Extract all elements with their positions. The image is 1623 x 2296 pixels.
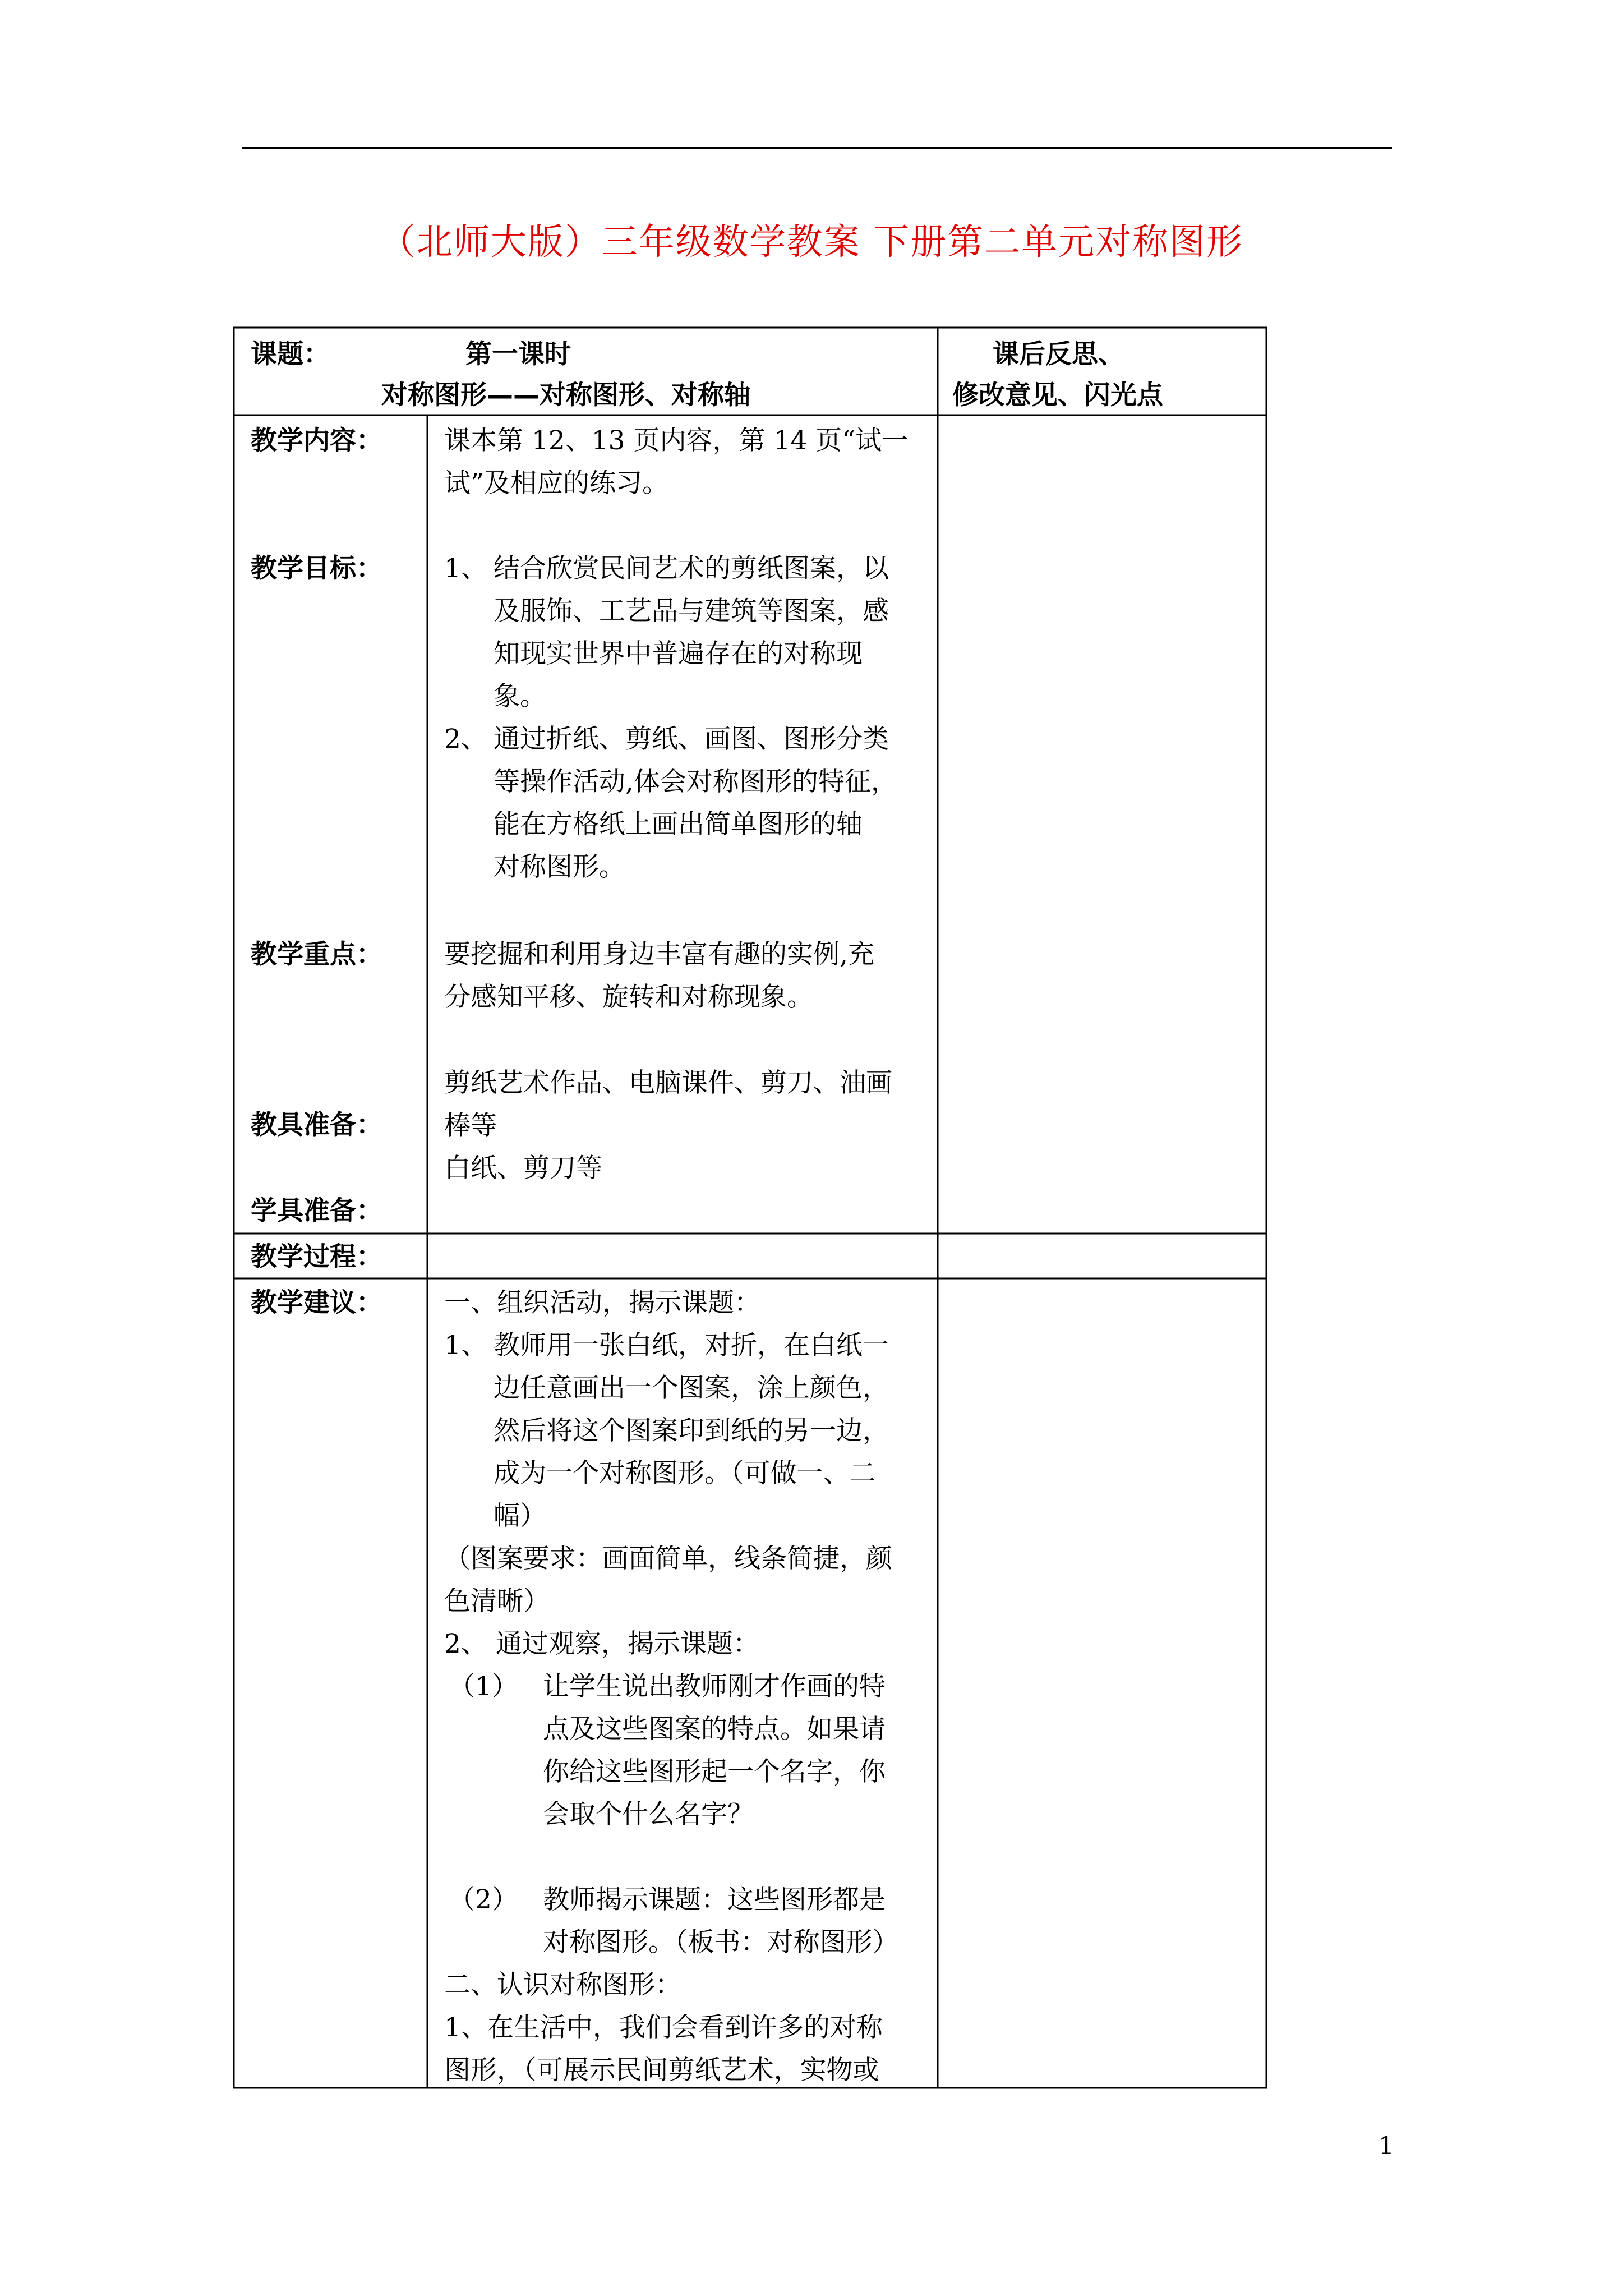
suggestion-line: 会取个什么名字？ [543,1799,754,1830]
goal-line: 象。 [494,681,546,712]
goal-line: 通过折纸、剪纸、画图、图形分类 [494,724,889,754]
goal-line: 能在方格纸上画出简单图形的轴 [494,809,863,840]
label-key-points: 教学重点： [251,939,382,970]
goal-line: 对称图形。 [494,852,625,882]
label-content: 教学内容： [251,425,382,456]
key-point-line: 要挖掘和利用身边丰富有趣的实例,充 [444,939,874,970]
lesson-number: 第一课时 [465,339,571,370]
suggestion-line: 幅） [494,1501,546,1531]
lesson-topic: 对称图形——对称图形、对称轴 [381,380,750,411]
suggestion-heading: 二、认识对称图形： [444,1970,681,2000]
suggestion-line: 色清晰） [444,1586,550,1617]
suggestion-line: 点及这些图案的特点。如果请 [543,1714,886,1745]
suggestion-line: 1、在生活中，我们会看到许多的对称 [444,2012,883,2043]
label-teacher-tools: 教具准备： [251,1110,382,1140]
document-title: （北师大版）三年级数学教案 下册第二单元对称图形 [379,222,1244,263]
goal-line: 等操作活动,体会对称图形的特征， [494,766,897,797]
suggestion-line: 让学生说出教师刚才作画的特 [543,1671,886,1702]
suggestion-heading: 2、 通过观察，揭示课题： [444,1628,759,1659]
goal-number: 2、 [444,724,487,754]
suggestion-heading: 一、组织活动，揭示课题： [444,1287,760,1318]
content-line: 课本第 12、13 页内容，第 14 页“试一 [444,425,909,456]
tools-line: 白纸、剪刀等 [444,1153,602,1184]
label-suggestions: 教学建议： [251,1287,382,1318]
goal-number: 1、 [444,553,487,584]
tools-line: 剪纸艺术作品、电脑课件、剪刀、油画 [444,1068,892,1098]
label-goals: 教学目标： [251,553,382,584]
suggestion-number: 1、 [444,1330,487,1361]
reflection-heading-line1: 课后反思、 [993,339,1124,370]
topic-label: 课题： [251,339,330,370]
label-process: 教学过程： [251,1241,382,1272]
suggestion-line: 边任意画出一个图案，涂上颜色， [494,1373,889,1404]
reflection-heading-line2: 修改意见、闪光点 [952,380,1163,411]
page-number: 1 [1378,2132,1394,2160]
goal-line: 知现实世界中普遍存在的对称现 [494,638,863,669]
suggestion-line: （图案要求：画面简单，线条简捷，颜 [444,1543,892,1574]
suggestion-line: 成为一个对称图形。（可做一、二 [494,1458,876,1489]
label-student-tools: 学具准备： [251,1195,382,1226]
suggestion-number: （2） [449,1884,518,1915]
content-line: 试”及相应的练习。 [444,468,669,499]
key-point-line: 分感知平移、旋转和对称现象。 [444,982,813,1013]
suggestion-line: 然后将这个图案印到纸的另一边， [494,1415,889,1446]
goal-line: 结合欣赏民间艺术的剪纸图案，以 [494,553,889,584]
suggestion-line: 教师揭示课题：这些图形都是 [543,1884,886,1915]
tools-line: 棒等 [444,1110,497,1141]
suggestion-line: 你给这些图形起一个名字，你 [543,1756,886,1787]
suggestion-line: 图形，（可展示民间剪纸艺术，实物或 [444,2055,879,2086]
suggestion-line: 教师用一张白纸，对折，在白纸一 [494,1330,889,1361]
goal-line: 及服饰、工艺品与建筑等图案，感 [494,596,889,627]
suggestion-line: 对称图形。（板书：对称图形） [543,1927,899,1958]
suggestion-number: （1） [449,1671,518,1702]
